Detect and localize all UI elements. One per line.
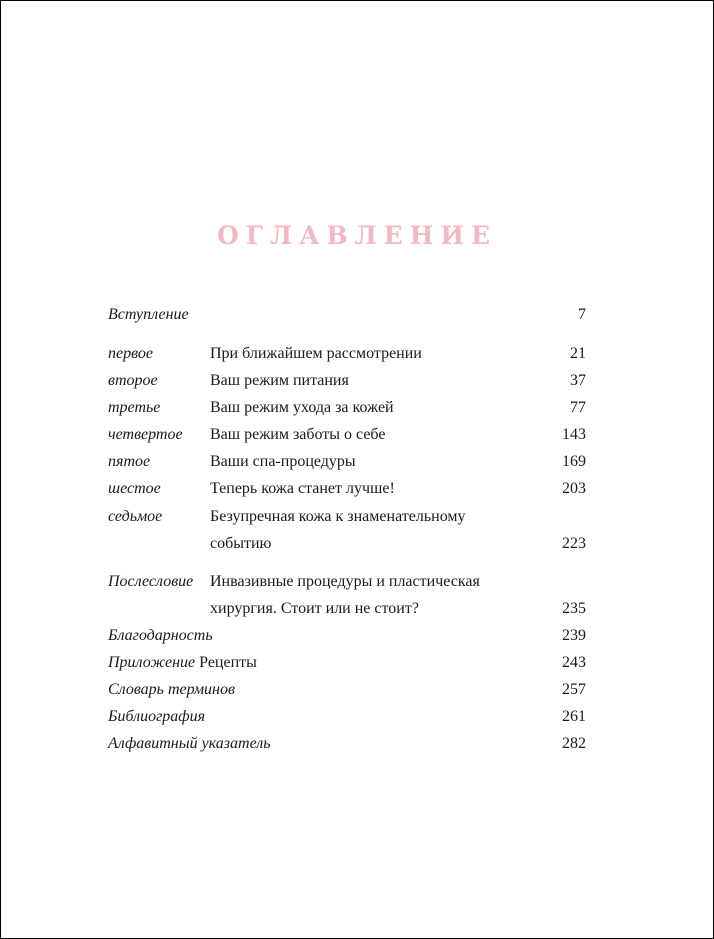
toc-label: четвертое	[108, 426, 183, 443]
toc-label: шестое	[108, 480, 161, 497]
toc-label: Благодарность	[108, 627, 213, 644]
toc-heading: Инвазивные процедуры и пластическая	[210, 573, 480, 590]
toc-label: первое	[108, 345, 153, 362]
toc-heading: При ближайшем рассмотрении	[210, 345, 422, 362]
toc-page-number: 203	[562, 480, 586, 497]
toc-label: Вступление	[108, 306, 189, 323]
toc-heading: Ваш режим заботы о себе	[210, 426, 386, 443]
toc-label: седьмое	[108, 508, 163, 525]
toc-heading: Рецепты	[199, 654, 257, 671]
toc-page-number: 261	[562, 708, 586, 725]
toc-entry-acknowledgments	[108, 622, 586, 649]
toc-page-number: 143	[562, 426, 586, 443]
toc-entry-chapter-6	[108, 475, 586, 502]
toc-entry-index	[108, 730, 586, 757]
toc-page-number: 257	[562, 681, 586, 698]
toc-page-number: 243	[562, 654, 586, 671]
toc-entry-glossary	[108, 676, 586, 703]
toc-entry-chapter-7	[108, 503, 586, 557]
toc-entry-chapter-1	[108, 340, 586, 367]
toc-label: Библиография	[108, 708, 206, 725]
toc-label: Алфавитный указатель	[108, 735, 271, 752]
toc-label: Приложение	[108, 654, 196, 671]
toc-page-number: 282	[562, 735, 586, 752]
toc-heading: Ваш режим питания	[210, 372, 349, 389]
toc-entry-chapter-4	[108, 421, 586, 448]
toc-heading: Теперь кожа станет лучше!	[210, 480, 395, 497]
toc-page-number: 223	[562, 535, 586, 552]
toc-page-number: 37	[570, 372, 586, 389]
toc-page-number: 239	[562, 627, 586, 644]
toc-page-number: 235	[562, 600, 586, 617]
toc-appendix-line	[108, 649, 257, 676]
toc-entry-chapter-2	[108, 367, 586, 394]
toc-label: Послесловие	[108, 573, 194, 590]
toc-entry-appendix	[108, 649, 586, 676]
toc-page-number: 169	[562, 453, 586, 470]
page-title: ОГЛАВЛЕНИЕ	[216, 221, 498, 250]
toc-heading-continuation: событию	[210, 535, 272, 552]
toc-heading: Ваши спа-процедуры	[210, 453, 356, 470]
toc-heading: Ваш режим ухода за кожей	[210, 399, 394, 416]
toc-page-number: 21	[570, 345, 586, 362]
toc-label: второе	[108, 372, 158, 389]
toc-entry-chapter-5	[108, 448, 586, 475]
toc-entry-bibliography	[108, 703, 586, 730]
toc-entry-intro	[108, 301, 586, 328]
toc-page-number: 77	[570, 399, 586, 416]
toc-label: Словарь терминов	[108, 681, 235, 698]
toc-entry-afterword	[108, 568, 586, 622]
toc-label: третье	[108, 399, 161, 416]
toc-label: пятое	[108, 453, 151, 470]
toc-heading-continuation: хирургия. Стоит или не стоит?	[210, 600, 419, 617]
toc-entry-chapter-3	[108, 394, 586, 421]
toc-heading: Безупречная кожа к знаменательному	[210, 508, 466, 525]
toc-page-number: 7	[578, 306, 586, 323]
